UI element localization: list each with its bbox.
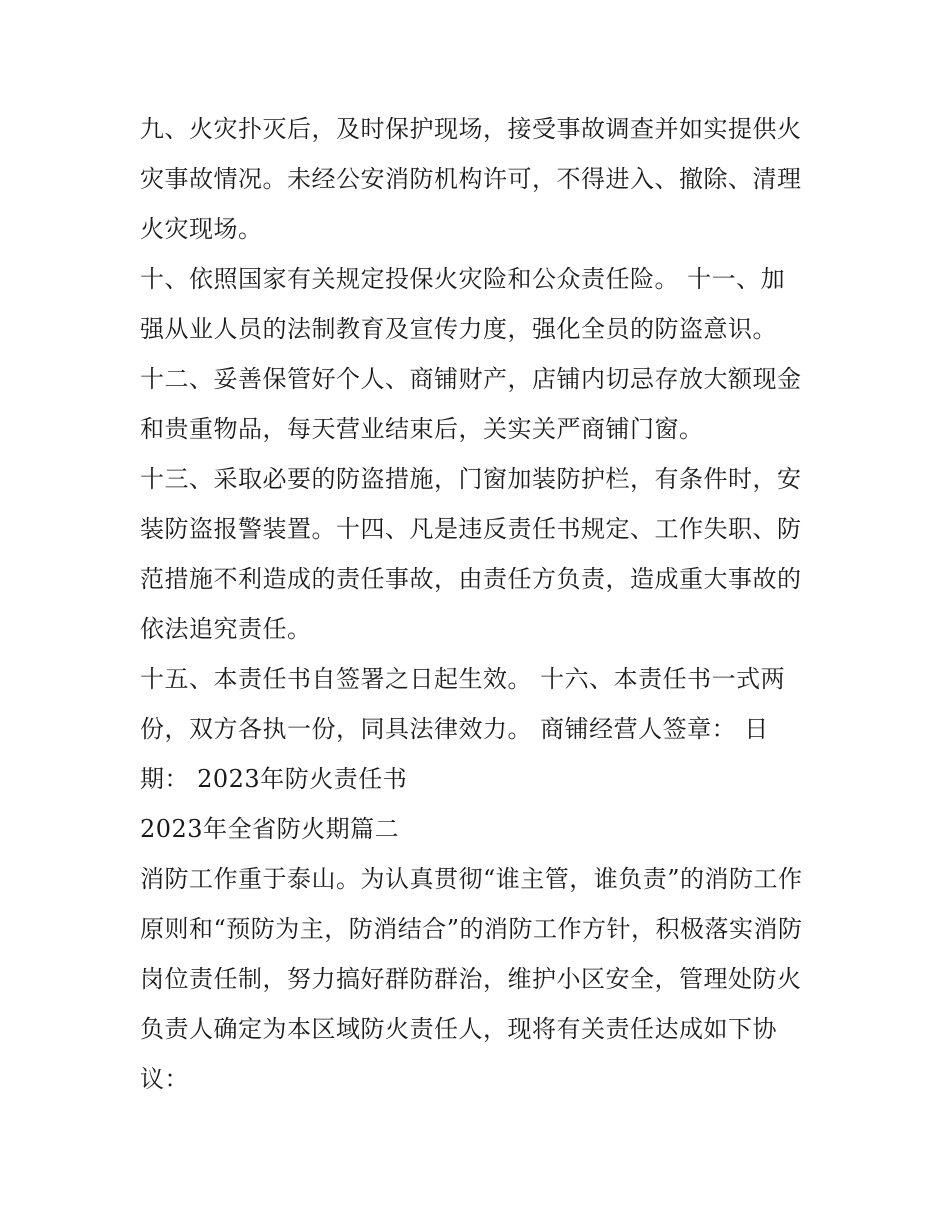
paragraph-line: 十五、本责任书自签署之日起生效。 十六、本责任书一式两 bbox=[140, 665, 786, 693]
paragraph-line: 火灾现场。 bbox=[140, 215, 263, 243]
paragraph-line: 范措施不利造成的责任事故，由责任方负责，造成重大事故的 bbox=[140, 565, 802, 593]
paragraph-line: 装防盗报警装置。十四、凡是违反责任书规定、工作失职、防 bbox=[140, 515, 802, 543]
paragraph-line: 原则和“预防为主，防消结合”的消防工作方针，积极落实消防 bbox=[140, 915, 803, 943]
paragraph-line: 和贵重物品，每天营业结束后，关实关严商铺门窗。 bbox=[140, 415, 704, 443]
paragraph-line: 十、依照国家有关规定投保火灾险和公众责任险。 十一、加 bbox=[140, 265, 786, 293]
document-page bbox=[140, 104, 820, 1104]
paragraph-line: 依法追究责任。 bbox=[140, 615, 312, 643]
paragraph-line: 期： 2023年防火责任书 bbox=[140, 765, 408, 793]
paragraph-line: 十二、妥善保管好个人、商铺财产，店铺内切忌存放大额现金 bbox=[140, 365, 802, 393]
paragraph-line: 十三、采取必要的防盗措施，门窗加装防护栏，有条件时，安 bbox=[140, 465, 802, 493]
paragraph-line: 负责人确定为本区域防火责任人，现将有关责任达成如下协 bbox=[140, 1015, 777, 1043]
paragraph-line: 灾事故情况。未经公安消防机构许可，不得进入、撤除、清理 bbox=[140, 165, 802, 193]
paragraph-line: 消防工作重于泰山。为认真贯彻“谁主管，谁负责”的消防工作 bbox=[140, 865, 803, 893]
paragraph-line: 岗位责任制，努力搞好群防群治，维护小区安全，管理处防火 bbox=[140, 965, 802, 993]
paragraph-line: 议： bbox=[140, 1065, 189, 1093]
paragraph-line: 份，双方各执一份，同具法律效力。 商铺经营人签章： 日 bbox=[140, 715, 769, 743]
paragraph-line: 九、火灾扑灭后，及时保护现场，接受事故调查并如实提供火 bbox=[140, 115, 802, 143]
section-heading: 2023年全省防火期篇二 bbox=[140, 815, 400, 843]
paragraph-line: 强从业人员的法制教育及宣传力度，强化全员的防盗意识。 bbox=[140, 315, 777, 343]
